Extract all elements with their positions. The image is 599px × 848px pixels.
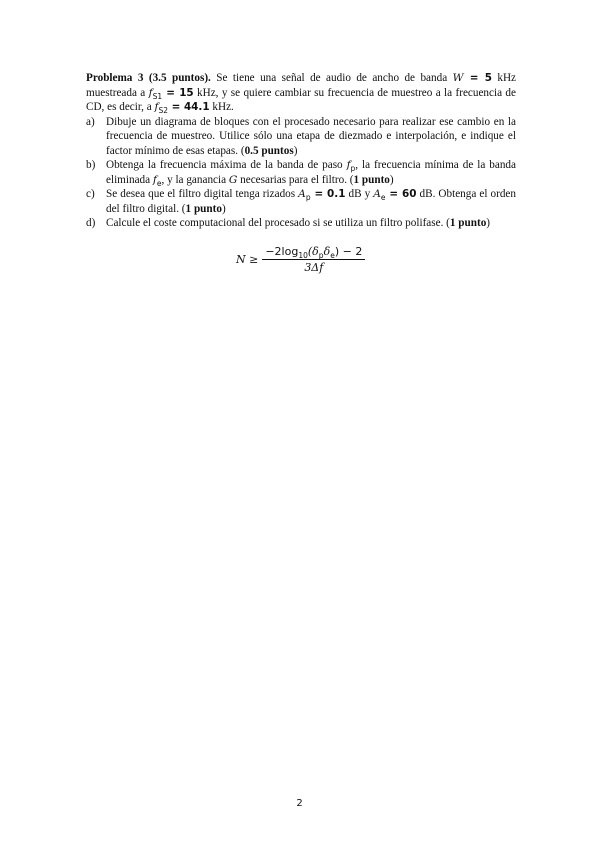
page-number: 2 [296,798,303,809]
var-fp: f [346,159,351,171]
var-fe: f [152,173,157,186]
question-label: a) [86,115,95,128]
value-fs1: 15 [179,86,194,99]
question-c [86,187,516,216]
formula-lhs: N ≥ [236,253,259,266]
question-d [86,216,516,231]
question-points: 0.5 puntos [244,144,294,157]
filter-order-formula [236,245,365,274]
question-label: c) [86,188,95,200]
question-label: b) [86,159,96,171]
var-fs2: f [154,101,159,113]
problem-title: Problema 3 (3.5 puntos). [86,72,211,84]
problem-statement: Problema 3 (3.5 puntos). Se tiene una señal de audio de ancho de banda W = 5 kHz muestreada a $f_{S1} = 15$ kHz, y se quiere cambiar su frecuencia de muestreo a la frecuencia de CD, es decir, a $f_{S2} = 44.1$ kHz. [86,72,516,116]
question-text: Dibuje un diagrama de bloques con el procesado necesario para realizar ese cambio en la frecuencia de muestreo. Utilice sólo una etapa de diezmado e interpolación, e indique el factor mínimo de esas etapas. (0.5 puntos) [106,115,516,157]
question-points: 1 punto [449,217,487,229]
formula-fraction [262,245,365,274]
value-fs2: 44.1 [183,101,210,113]
value-ap: 0.1 [327,188,346,200]
document-body [86,71,516,231]
question-text: Calcule el coste computacional del procesado si se utiliza un filtro polifase. (1 punto) [106,217,491,229]
var-fs1: f [148,86,153,99]
question-list [86,115,516,231]
formula-numerator: $-2\log_{10}(\delta_p\delta_e) - 2$ [262,245,365,260]
question-a [86,115,516,159]
question-b [86,158,516,187]
question-label: d) [86,217,96,229]
var-ae: A [373,188,381,200]
question-text: Se desea que el filtro digital tenga rizados $A_p = 0.1$ dB y $A_e = 60$ dB. Obtenga el orden del filtro digital. (1 punto) [106,188,516,215]
value-w: 5 [484,72,492,84]
question-text: Obtenga la frecuencia máxima de la banda de paso $f_p$, la frecuencia mínima de la banda eliminada $f_e$, y la ganancia G necesarias para el filtro. (1 punto) [106,159,516,188]
question-points: 1 punto [353,173,390,186]
formula-denominator: 3Δf [304,261,324,274]
var-w: W [452,72,464,84]
value-ae: 60 [402,188,417,200]
var-g: G [228,173,238,186]
var-ap: A [298,188,306,200]
question-points: 1 punto [185,202,222,215]
